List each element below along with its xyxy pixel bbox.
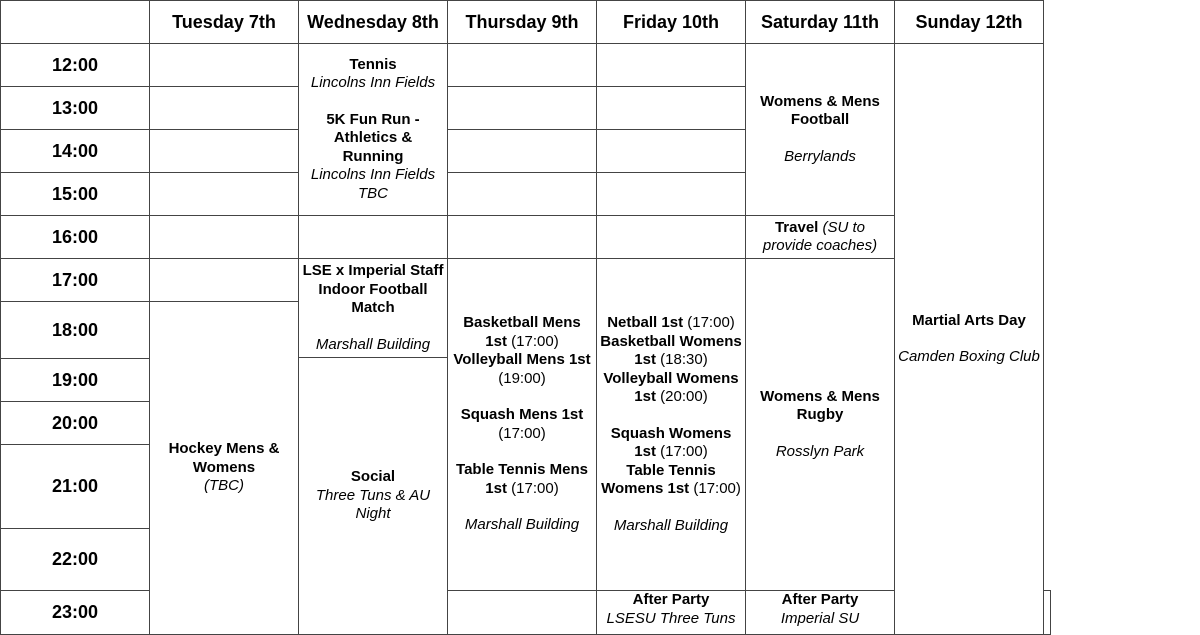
empty-cell [597,130,746,173]
time-label: 17:00 [1,259,150,302]
event-venue: Marshall Building [613,516,729,534]
time-label: 23:00 [1,591,150,635]
event-title: Travel (SU to provide coaches) [762,218,878,254]
event-venue: Lincolns Inn Fields [310,74,436,92]
empty-cell [150,216,299,259]
time-label: 13:00 [1,87,150,130]
empty-cell [597,87,746,130]
event-rugby [746,259,895,591]
event-title: Volleyball Womens 1st (20:00) [603,369,739,405]
empty-cell [448,591,597,635]
time-label: 12:00 [1,44,150,87]
event-note: TBC [358,184,388,202]
event-title: After Party [781,591,859,608]
event-social [299,358,448,635]
event-venue: Marshall Building [464,516,580,534]
event-title: LSE x Imperial Staff Indoor Football Match [302,262,444,316]
day-header: Tuesday 7th [150,1,299,44]
event-title: Squash Mens 1st (17:00) [460,406,584,442]
event-title: Womens & Mens Football [760,92,880,129]
event-title: Volleyball Mens 1st (19:00) [453,351,591,387]
event-after-party-fri [597,591,746,635]
event-venue: Imperial SU [780,609,860,627]
empty-cell [597,216,746,259]
time-label: 18:00 [1,302,150,359]
event-venue: Three Tuns & AU Night [315,486,431,523]
event-title: Netball 1st (17:00) [607,314,735,331]
empty-cell [597,44,746,87]
empty-cell [150,259,299,302]
event-title: Social [350,468,396,486]
empty-cell [448,44,597,87]
event-venue: Camden Boxing Club [898,348,1040,365]
day-header: Wednesday 8th [299,1,448,44]
event-after-party-sat [746,591,895,635]
event-title: Basketball Womens 1st (18:30) [600,332,742,368]
empty-cell [448,130,597,173]
event-title: Womens & Mens Rugby [760,387,880,424]
day-header: Friday 10th [597,1,746,44]
empty-cell [150,87,299,130]
empty-cell [597,173,746,216]
event-venue: Berrylands [784,147,856,165]
time-label: 15:00 [1,173,150,216]
empty-cell [448,216,597,259]
event-travel [746,216,895,259]
empty-cell [1044,591,1051,635]
event-staff-football [299,259,448,358]
event-friday-sports [597,259,746,591]
event-title: 5K Fun Run - Athletics & Running [326,110,420,165]
event-hockey [150,302,299,635]
time-label: 21:00 [1,445,150,529]
event-venue: Lincolns Inn Fields [310,166,436,184]
event-title: Squash Womens 1st (17:00) [610,424,732,460]
day-header: Thursday 9th [448,1,597,44]
empty-cell [299,216,448,259]
event-title: Tennis [349,55,397,73]
empty-cell [448,173,597,216]
event-venue: Rosslyn Park [775,442,865,460]
time-label: 19:00 [1,359,150,402]
event-thursday-sports [448,259,597,591]
time-label: 16:00 [1,216,150,259]
day-header: Sunday 12th [895,1,1044,44]
event-title: Table Tennis Mens 1st (17:00) [456,461,588,497]
event-title: Basketball Mens 1st (17:00) [463,314,581,350]
time-label: 14:00 [1,130,150,173]
time-label: 20:00 [1,402,150,445]
empty-cell [150,130,299,173]
day-header: Saturday 11th [746,1,895,44]
event-title: Martial Arts Day [912,311,1026,329]
corner-cell [1,1,150,44]
event-title: Table Tennis Womens 1st (17:00) [601,461,741,497]
event-venue: Marshall Building [315,335,431,353]
empty-cell [150,44,299,87]
event-football [746,44,895,216]
empty-cell [150,173,299,216]
event-venue: LSESU Three Tuns [606,609,736,627]
event-note: (TBC) [204,477,244,495]
event-title: After Party [632,591,710,608]
event-title: Hockey Mens & Womens [168,440,280,476]
empty-cell [448,87,597,130]
event-martial-arts [895,44,1044,635]
event-tennis-funrun [299,44,448,216]
time-label: 22:00 [1,529,150,591]
